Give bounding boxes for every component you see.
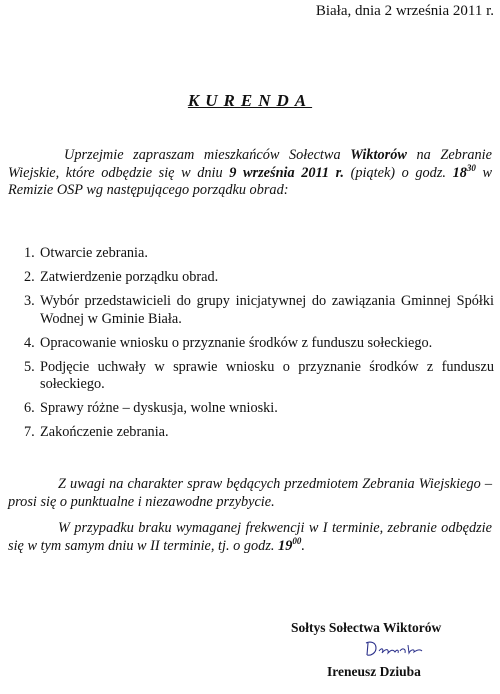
item-number: 7. xyxy=(24,424,35,440)
meeting-date: 9 września 2011 r. xyxy=(229,164,344,181)
item-text: Podjęcie uchwały w sprawie wniosku o przyznanie środków z funduszu sołeckiego. xyxy=(40,358,494,392)
item-number: 3. xyxy=(24,293,35,309)
item-text: Sprawy różne – dyskusja, wolne wnioski. xyxy=(40,400,278,416)
place-date: Biała, dnia 2 września 2011 r. xyxy=(315,3,494,19)
item-text: Otwarcie zebrania. xyxy=(40,245,148,261)
item-number: 2. xyxy=(24,269,35,285)
closing-note-1: Z uwagi na charakter spraw będących przedmiotem Zebrania Wiejskiego – prosi się o punktualne i niezawodne przybycie. xyxy=(8,476,492,510)
list-item xyxy=(24,359,494,394)
item-text: Wybór przedstawicieli do grupy inicjatywnej do zawiązania Gminnej Spółki Wodnej w Gminie Biała. xyxy=(40,293,494,327)
item-text: Zakończenie zebrania. xyxy=(40,424,169,440)
item-number: 4. xyxy=(24,334,35,351)
meeting-minutes: 30 xyxy=(466,162,476,173)
intro-paragraph xyxy=(8,147,492,200)
item-number: 5. xyxy=(24,358,35,375)
list-item xyxy=(24,293,494,328)
handwritten-signature xyxy=(362,636,432,662)
signatory-title: Sołtys Sołectwa Wiktorów xyxy=(291,620,442,635)
intro-text-4: w Remizie OSP wg następującego porządku obrad: xyxy=(8,164,492,198)
list-item xyxy=(24,424,494,442)
signatory-name: Ireneusz Dziuba xyxy=(327,664,421,679)
item-text: Zatwierdzenie porządku obrad. xyxy=(40,269,219,285)
agenda-list xyxy=(24,245,494,448)
closing-note-2: W przypadku braku wymaganej frekwencji w I terminie, zebranie odbędzie się w tym samym dniu w II terminie, tj. o godz. $19^{00}$. xyxy=(8,520,492,554)
intro-text-1: Uprzejmie zapraszam mieszkańców Sołectwa xyxy=(64,147,341,163)
list-item xyxy=(24,269,494,287)
second-term-minutes: 00 xyxy=(292,535,302,546)
item-number: 1. xyxy=(24,245,35,261)
item-number: 6. xyxy=(24,400,35,416)
meeting-time xyxy=(452,162,476,181)
item-text: Opracowanie wniosku o przyznanie środków z funduszu sołeckiego. xyxy=(40,334,433,351)
intro-text-2: na Zebranie Wiejskie, które odbędzie się w dniu xyxy=(8,147,493,181)
intro-text-3: (piątek) o godz. xyxy=(350,164,446,181)
list-item xyxy=(24,245,494,263)
document-title: KURENDA xyxy=(187,91,313,110)
meeting-hour: 18 xyxy=(452,164,467,181)
second-term-hour: 19 xyxy=(278,537,293,554)
second-term-time xyxy=(278,535,302,554)
list-item xyxy=(24,335,494,353)
closing-note-2-text: W przypadku braku wymaganej frekwencji w I terminie, zebranie odbędzie się w tym samym dniu w II terminie, tj. o godz. xyxy=(8,520,492,554)
village-name: Wiktorów xyxy=(350,147,407,163)
list-item xyxy=(24,400,494,418)
